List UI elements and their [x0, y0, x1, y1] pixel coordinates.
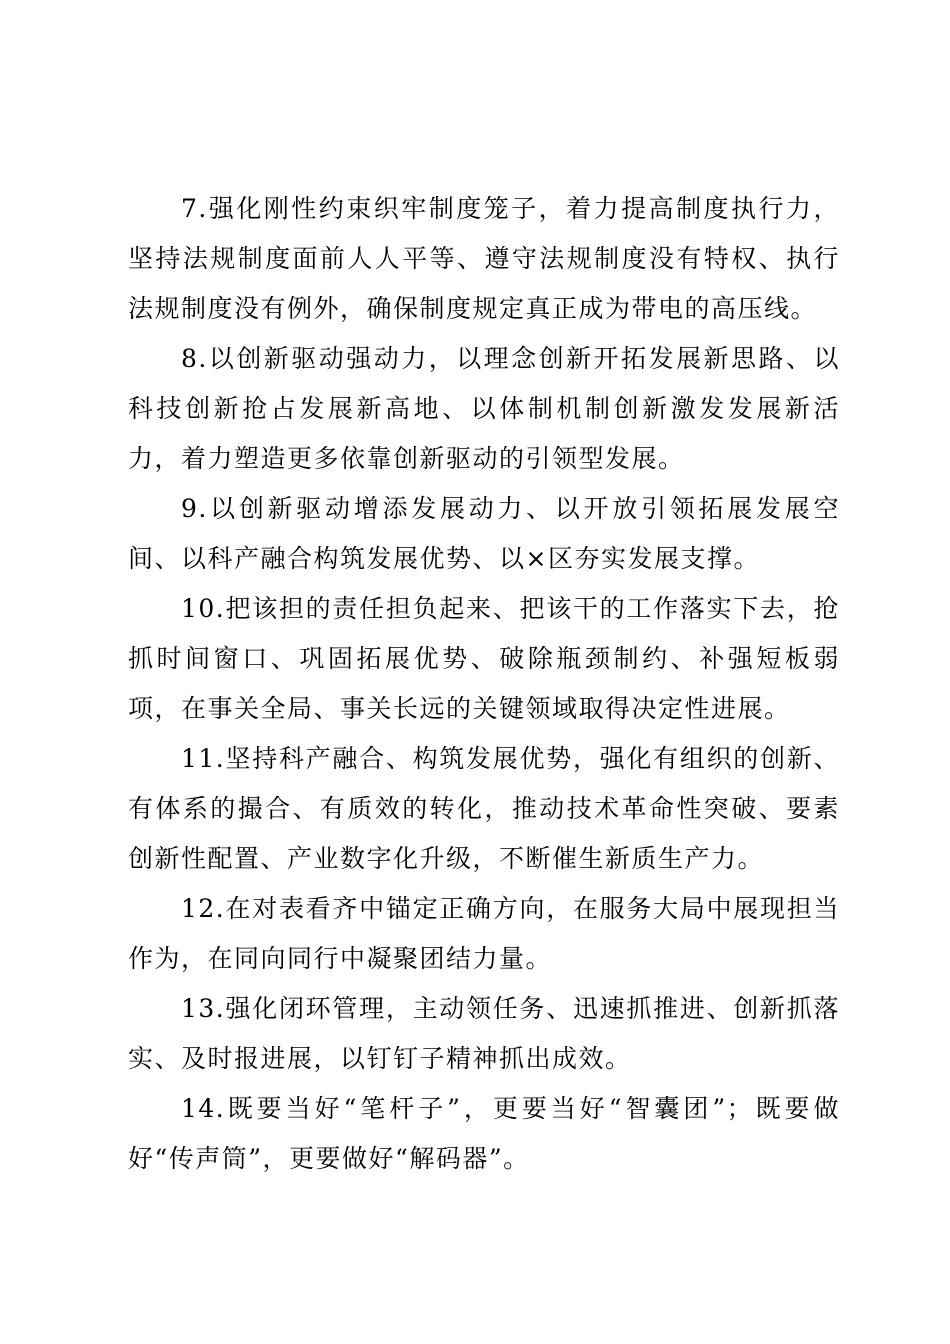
document-body	[128, 184, 840, 1184]
paragraph-8: 8.以创新驱动强动力，以理念创新开拓发展新思路、以科技创新抢占发展新高地、以体制机制创新激发发展新活力，着力塑造更多依靠创新驱动的引领型发展。	[128, 344, 840, 473]
paragraph-13: 13.强化闭环管理，主动领任务、迅速抓推进、创新抓落实、及时报进展，以钉钉子精神抓出成效。	[128, 994, 840, 1073]
paragraph-7: 7.强化刚性约束织牢制度笼子，着力提高制度执行力，坚持法规制度面前人人平等、遵守法规制度没有特权、执行法规制度没有例外，确保制度规定真正成为带电的高压线。	[128, 194, 840, 323]
paragraph-9: 9.以创新驱动增添发展动力、以开放引领拓展发展空间、以科产融合构筑发展优势、以×区夯实发展支撑。	[128, 494, 840, 573]
paragraph-11: 11.坚持科产融合、构筑发展优势，强化有组织的创新、有体系的撮合、有质效的转化，推动技术革命性突破、要素创新性配置、产业数字化升级，不断催生新质生产力。	[128, 744, 840, 873]
paragraph-10: 10.把该担的责任担负起来、把该干的工作落实下去，抢抓时间窗口、巩固拓展优势、破除瓶颈制约、补强短板弱项，在事关全局、事关长远的关键领域取得决定性进展。	[128, 594, 840, 723]
paragraph-14: 14.既要当好“笔杆子”，更要当好“智囊团”；既要做好“传声筒”，更要做好“解码器”。	[128, 1094, 840, 1173]
paragraph-12: 12.在对表看齐中锚定正确方向，在服务大局中展现担当作为，在同向同行中凝聚团结力量。	[128, 894, 840, 973]
